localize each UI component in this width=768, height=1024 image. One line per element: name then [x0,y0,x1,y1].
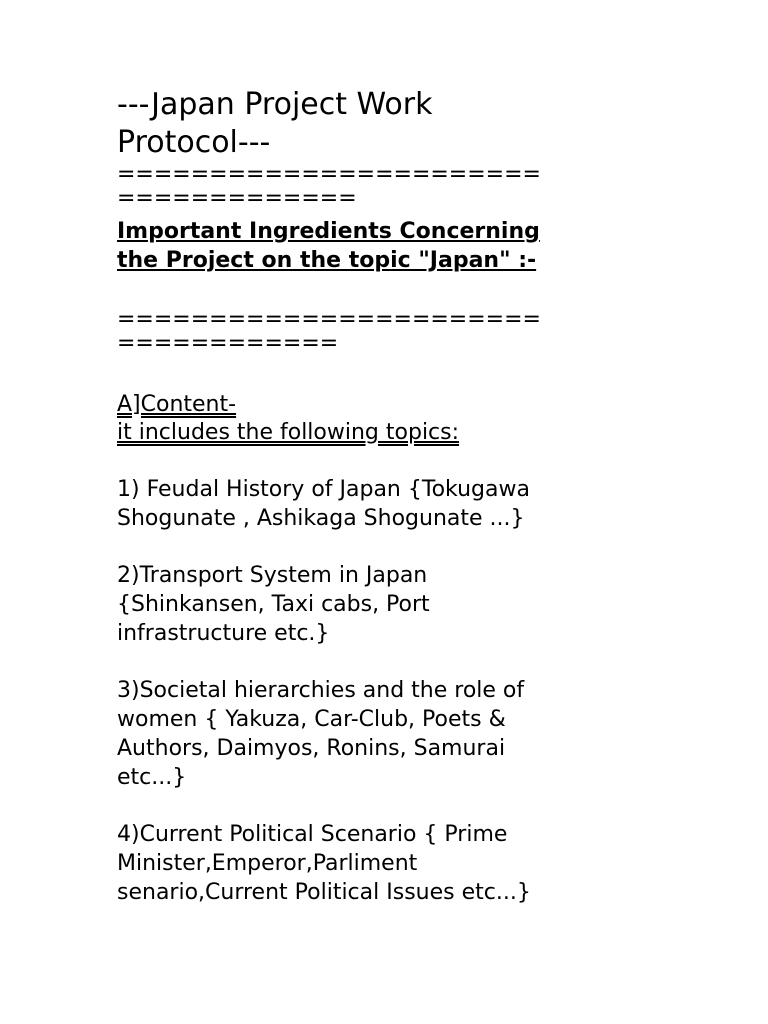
topic-item-4: 4)Current Political Scenario { Prime Minister,Emperor,Parliment senario,Current Political Issues etc...} [117,822,531,905]
topic-item-3: 3)Societal hierarchies and the role of women { Yakuza, Car-Club, Poets & Authors, Daimyos, Ronins, Samurai etc...} [117,678,525,790]
separator-rule-2 [117,308,657,356]
document-page [117,86,657,907]
separator-rule-1-line-a: ======================= [117,162,541,187]
topic-item-2: 2)Transport System in Japan {Shinkansen, Taxi cabs, Port infrastructure etc.} [117,563,430,646]
separator-rule-1 [117,163,657,211]
important-ingredients-heading: Important Ingredients Concerning the Project on the topic "Japan" :- [117,219,540,273]
document-title: ---Japan Project Work Protocol--- [117,87,433,160]
separator-rule-1-line-b: ============= [117,186,357,211]
content-section-heading: A]Content- it includes the following topics: [117,392,460,445]
topic-item-1: 1) Feudal History of Japan {Tokugawa Shogunate , Ashikaga Shogunate ...} [117,477,530,531]
separator-rule-2-line-a: ======================= [117,307,541,332]
separator-rule-2-line-b: ============ [117,331,339,356]
